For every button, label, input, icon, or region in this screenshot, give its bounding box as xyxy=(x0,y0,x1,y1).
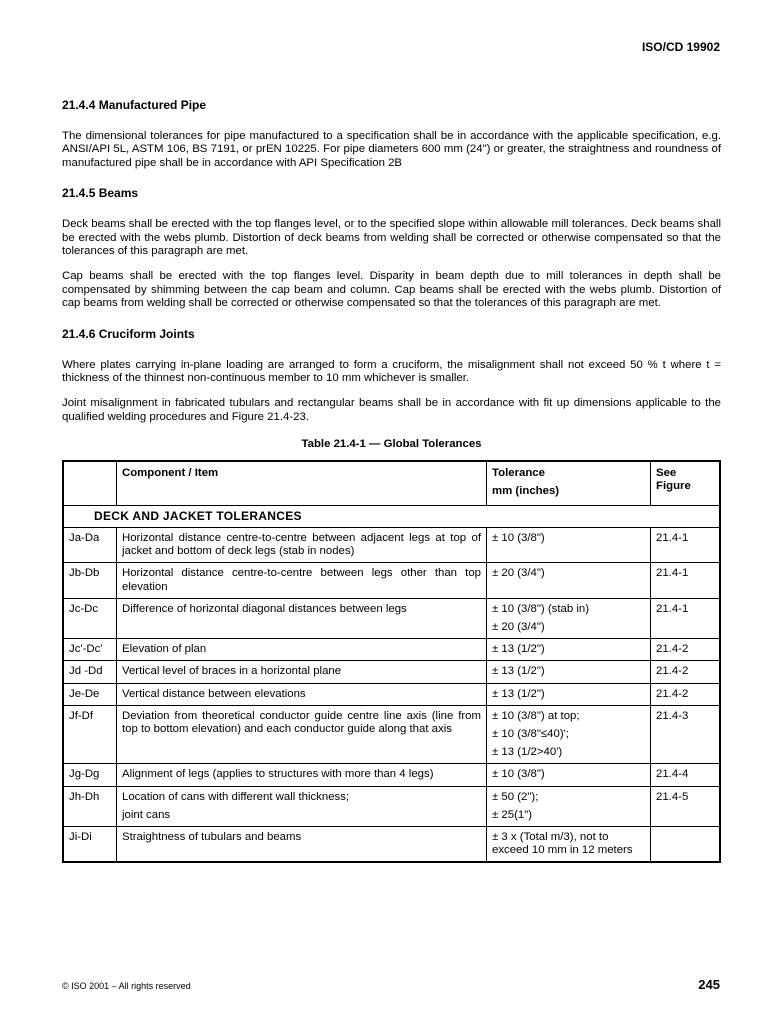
row-tolerance-value: ± 50 (2"); xyxy=(492,790,539,803)
row-tolerance-value: ± 13 (1/2") xyxy=(492,643,545,656)
tolerance-table xyxy=(62,460,721,863)
row-item-cell xyxy=(117,826,487,862)
table-row xyxy=(63,563,720,598)
row-tolerance-cell xyxy=(487,598,651,638)
row-item-cell xyxy=(117,598,487,638)
table-row xyxy=(63,786,720,826)
row-item-cell xyxy=(117,563,487,598)
row-tolerance-value: ± 20 (3/4") xyxy=(492,620,545,633)
row-item-cell xyxy=(117,764,487,786)
table-section-label: DECK AND JACKET TOLERANCES xyxy=(63,505,720,527)
document-id: ISO/CD 19902 xyxy=(641,40,720,54)
table-row xyxy=(63,639,720,661)
row-item-text: Location of cans with different wall thickness; xyxy=(122,790,350,803)
paragraph: Joint misalignment in fabricated tubulars and rectangular beams shall be in accordance with fit up dimensions applicable to the qualified welding procedures and Figure 21.4-23. xyxy=(62,397,721,423)
row-tolerance-value: ± 13 (1/2") xyxy=(492,687,545,700)
row-tolerance-cell xyxy=(487,683,651,705)
row-figure-cell: 21.4-2 xyxy=(651,639,721,661)
table-caption: Table 21.4-1 — Global Tolerances xyxy=(301,438,482,451)
row-item-cell xyxy=(117,683,487,705)
row-item-text: Straightness of tubulars and beams xyxy=(122,830,302,843)
row-id-cell: Ji-Di xyxy=(63,826,117,862)
row-item-cell xyxy=(117,639,487,661)
table-row xyxy=(63,705,720,764)
header-cell-figure: See Figure xyxy=(651,461,721,505)
row-id-cell: Jh-Dh xyxy=(63,786,117,826)
paragraph: Where plates carrying in-plane loading are arranged to form a cruciform, the misalignment shall not exceed 50 % t where t = thickness of the thinnest non-continuous member to 10 mm whichever is smaller. xyxy=(62,358,721,385)
row-tolerance-value: ± 13 (1/2") xyxy=(492,665,545,678)
table-row xyxy=(63,527,720,562)
row-tolerance-cell xyxy=(487,764,651,786)
row-item-text: Alignment of legs (applies to structures with more than 4 legs) xyxy=(122,768,434,781)
row-tolerance-cell xyxy=(487,705,651,764)
table-row xyxy=(63,683,720,705)
header-cell-id xyxy=(63,461,117,505)
row-tolerance-value: ± 13 (1/2>40') xyxy=(492,746,563,759)
row-tolerance-value: ± 10 (3/8"≤40)'; xyxy=(492,727,569,740)
row-item-text: Horizontal distance centre-to-centre between adjacent legs at top of jacket and bottom of deck legs (stab in nodes) xyxy=(122,531,481,558)
copyright-notice: © ISO 2001 – All rights reserved xyxy=(62,981,191,991)
row-id-cell: Ja-Da xyxy=(63,527,117,562)
row-item-text: Deviation from theoretical conductor guide centre line axis (line from top to bottom elevation) and each conductor guide along that axis xyxy=(122,709,481,735)
table-header-row xyxy=(63,461,720,505)
row-id-cell: Jb-Db xyxy=(63,563,117,598)
paragraph: The dimensional tolerances for pipe manufactured to a specification shall be in accordance with the applicable specification, e.g. ANSI/API 5L, ASTM 106, BS 7191, or prEN 10225. For pipe diameters 600 mm (24") or greater, the straightness and roundness of manufactured pipe shall be in accordance with API Specification 2B xyxy=(62,130,721,169)
page-number: 245 xyxy=(698,977,720,992)
row-id-cell: Jc-Dc xyxy=(63,598,117,638)
row-id-cell: Je-De xyxy=(63,683,117,705)
table-row xyxy=(63,764,720,786)
row-figure-cell xyxy=(651,826,721,862)
row-item-text: Vertical distance between elevations xyxy=(122,687,306,700)
row-tolerance-cell xyxy=(487,786,651,826)
row-tolerance-value: ± 10 (3/8") at top; xyxy=(492,709,580,722)
row-item-cell xyxy=(117,527,487,562)
row-tolerance-cell xyxy=(487,661,651,683)
row-tolerance-cell xyxy=(487,639,651,661)
row-tolerance-value: ± 10 (3/8") xyxy=(492,768,545,781)
row-item-cell xyxy=(117,705,487,764)
row-tolerance-value: ± 10 (3/8") xyxy=(492,531,545,544)
header-tolerance-unit: mm (inches) xyxy=(492,485,560,498)
row-item-text: Difference of horizontal diagonal distances between legs xyxy=(122,602,407,615)
row-tolerance-value: ± 25(1") xyxy=(492,808,533,821)
row-tolerance-value: ± 20 (3/4") xyxy=(492,567,545,580)
row-id-cell: Jd -Dd xyxy=(63,661,117,683)
row-figure-cell: 21.4-1 xyxy=(651,598,721,638)
table-row xyxy=(63,661,720,683)
row-figure-cell: 21.4-3 xyxy=(651,705,721,764)
header-cell-item: Component / Item xyxy=(117,461,487,505)
paragraph: Deck beams shall be erected with the top flanges level, or to the specified slope within allowable mill tolerances. Deck beams shall be erected with the webs plumb. Distortion of deck beams from welding shall be corrected or otherwise compensated so that the tolerances of this paragraph are met. xyxy=(62,218,721,258)
row-figure-cell: 21.4-4 xyxy=(651,764,721,786)
row-tolerance-cell xyxy=(487,826,651,862)
header-tolerance-label: Tolerance xyxy=(492,467,545,480)
row-item-text: Vertical level of braces in a horizontal plane xyxy=(122,665,342,678)
section-heading: 21.4.4 Manufactured Pipe xyxy=(62,98,207,112)
row-figure-cell: 21.4-1 xyxy=(651,563,721,598)
row-tolerance-cell xyxy=(487,527,651,562)
row-figure-cell: 21.4-2 xyxy=(651,683,721,705)
row-id-cell: Jg-Dg xyxy=(63,764,117,786)
row-item-text: joint cans xyxy=(122,808,171,821)
section-heading: 21.4.6 Cruciform Joints xyxy=(62,326,195,341)
row-item-cell xyxy=(117,661,487,683)
row-item-text: Elevation of plan xyxy=(122,643,207,656)
page-content xyxy=(62,98,721,863)
row-item-cell xyxy=(117,786,487,826)
paragraph: Cap beams shall be erected with the top flanges level. Disparity in beam depth due to mill tolerances in depth shall be compensated by shimming between the cap beam and column. Cap beams shall be erected with the webs plumb. Distortion of cap beams from welding shall be corrected or otherwise compensated so that the tolerances of this paragraph are met. xyxy=(62,270,721,310)
row-figure-cell: 21.4-5 xyxy=(651,786,721,826)
header-cell-tolerance xyxy=(487,461,651,505)
table-section-row xyxy=(63,505,720,527)
section-heading: 21.4.5 Beams xyxy=(62,186,139,201)
row-tolerance-cell xyxy=(487,563,651,598)
row-id-cell: Jc'-Dc' xyxy=(63,639,117,661)
row-figure-cell: 21.4-2 xyxy=(651,661,721,683)
row-tolerance-value: ± 3 x (Total m/3), not to exceed 10 mm in 12 meters xyxy=(492,830,633,857)
row-tolerance-value: ± 10 (3/8") (stab in) xyxy=(492,602,590,615)
table-row xyxy=(63,598,720,638)
row-id-cell: Jf-Df xyxy=(63,705,117,764)
row-figure-cell: 21.4-1 xyxy=(651,527,721,562)
row-item-text: Horizontal distance centre-to-centre between legs other than top elevation xyxy=(122,567,481,593)
table-row xyxy=(63,826,720,862)
